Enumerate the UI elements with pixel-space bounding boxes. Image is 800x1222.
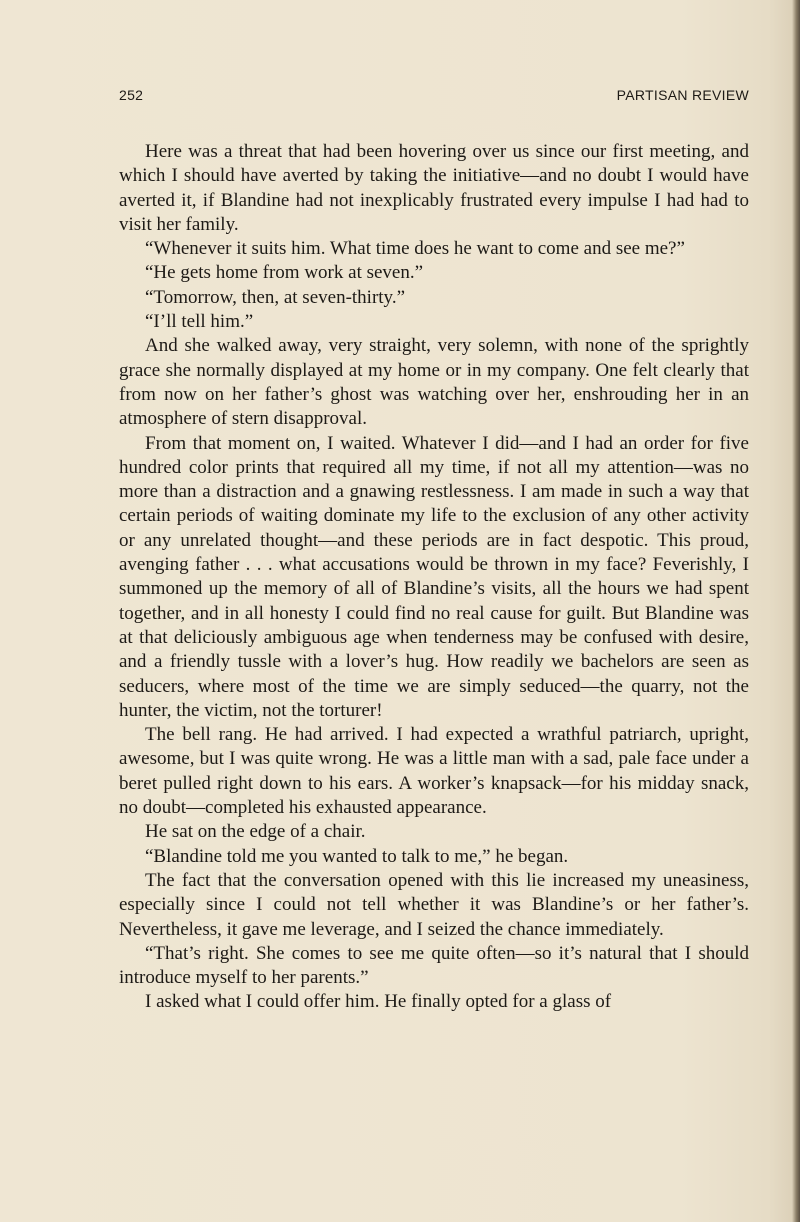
paragraph: He sat on the edge of a chair.: [145, 821, 366, 843]
paragraph: And she walked away, very straight, very solemn, with none of the sprightly grace she normally displayed at my home or in my company. One felt clearly that from now on her father’s ghost was watching over her, enshrouding her in an atmosphere of stern disapproval.: [119, 335, 749, 430]
page-header: [119, 87, 749, 107]
paragraph: The bell rang. He had arrived. I had expected a wrathful patriarch, upright, awesome, but I was quite wrong. He was a little man with a sad, pale face under a beret pulled right down to his ears. A worker’s knapsack—for his midday snack, no doubt—completed his exhausted appearance.: [119, 724, 749, 819]
paragraph: “That’s right. She comes to see me quite often—so it’s natural that I should introduce myself to her parents.”: [119, 942, 749, 989]
paragraph: “He gets home from work at seven.”: [145, 262, 424, 284]
page-number: 252: [119, 87, 144, 103]
paragraph: From that moment on, I waited. Whatever I did—and I had an order for five hundred color prints that required all my time, if not all my attention—was no more than a distraction and a gnawing restlessness. I am made in such a way that certain periods of waiting dominate my life to the exclusion of any other activity or any unrelated thought—and these periods are in fact despotic. This proud, avenging father . . . what accusations would be thrown in my face? Feverishly, I summoned up the memory of all of Blandine’s visits, all the hours we had spent together, and in all honesty I could find no real cause for guilt. But Blandine was at that deliciously ambiguous age when tenderness may be confused with desire, and a friendly tussle with a lover’s hug. How readily we bachelors are seen as seducers, where most of the time we are simply seduced—the quarry, not the hunter, the victim, not the torturer!: [119, 432, 749, 721]
paragraph: “I’ll tell him.”: [145, 311, 254, 333]
paragraph: “Blandine told me you wanted to talk to me,” he began.: [145, 845, 569, 867]
body-text: [119, 140, 749, 1015]
paragraph: I asked what I could offer him. He finally opted for a glass of: [145, 991, 612, 1013]
page-edge-shadow: [792, 0, 800, 1222]
paragraph: “Tomorrow, then, at seven-thirty.”: [145, 286, 406, 308]
paragraph: The fact that the conversation opened with this lie increased my uneasiness, especially since I could not tell whether it was Blandine’s or her father’s. Nevertheless, it gave me leverage, and I seized the chance immediately.: [119, 869, 749, 940]
paragraph: “Whenever it suits him. What time does he want to come and see me?”: [145, 238, 685, 260]
running-head: PARTISAN REVIEW: [616, 87, 749, 103]
paragraph: Here was a threat that had been hovering over us since our first meeting, and which I should have averted by taking the initiative—and no doubt I would have averted it, if Blandine had not inexplicably frustrated every impulse I had had to visit her family.: [119, 141, 749, 235]
